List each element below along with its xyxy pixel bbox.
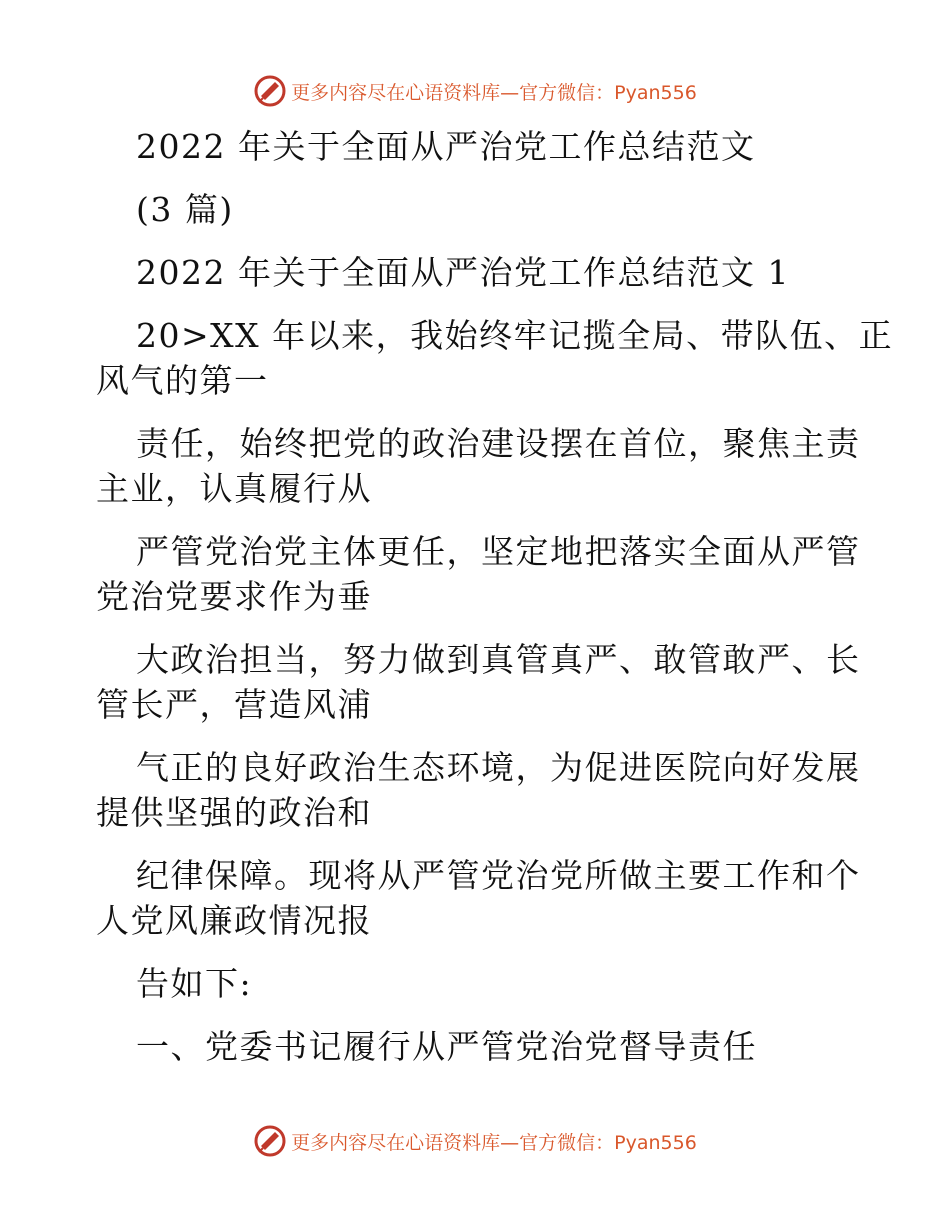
paragraph-line: 纪律保障。现将从严管党治党所做主要工作和个 [136,856,861,895]
paragraph-line: 人党风廉政情况报 [96,901,372,940]
header-watermark [0,71,950,111]
watermark-text: 更多内容尽在心语资料库—官方微信：Pyan556 [291,81,697,104]
paragraph-line: 气正的良好政治生态环境，为促进医院向好发展 [136,748,861,787]
paragraph-line: 大政治担当，努力做到真管真严、敢管敢严、长 [136,640,861,679]
doc-title-line-2: (3 篇) [136,190,234,229]
section-heading: 一、党委书记履行从严管党治党督导责任 [136,1027,757,1066]
paragraph-line: 风气的第一 [96,361,269,400]
paragraph-line: 责任，始终把党的政治建设摆在首位，聚焦主责 [136,424,861,463]
paragraph-line: 告如下: [136,964,253,1003]
document-body [96,124,894,1069]
watermark-logo-icon [253,74,287,108]
paragraph-line: 党治党要求作为垂 [96,577,372,616]
doc-title-line-1: 2022 年关于全面从严治党工作总结范文 [136,127,756,166]
footer-watermark [0,1121,950,1161]
paragraph-line: 管长严，营造风浦 [96,685,372,724]
paragraph-line: 严管党治党主体更任，坚定地把落实全面从严管 [136,532,861,571]
paragraph-line: 20>XX 年以来，我始终牢记揽全局、带队伍、正 [136,316,894,355]
watermark-logo-icon [253,1124,287,1158]
paragraph-line: 提供坚强的政治和 [96,793,372,832]
watermark-text: 更多内容尽在心语资料库—官方微信：Pyan556 [291,1131,697,1154]
paragraph-line: 主业，认真履行从 [96,469,372,508]
doc-subtitle: 2022 年关于全面从严治党工作总结范文 1 [136,253,790,292]
